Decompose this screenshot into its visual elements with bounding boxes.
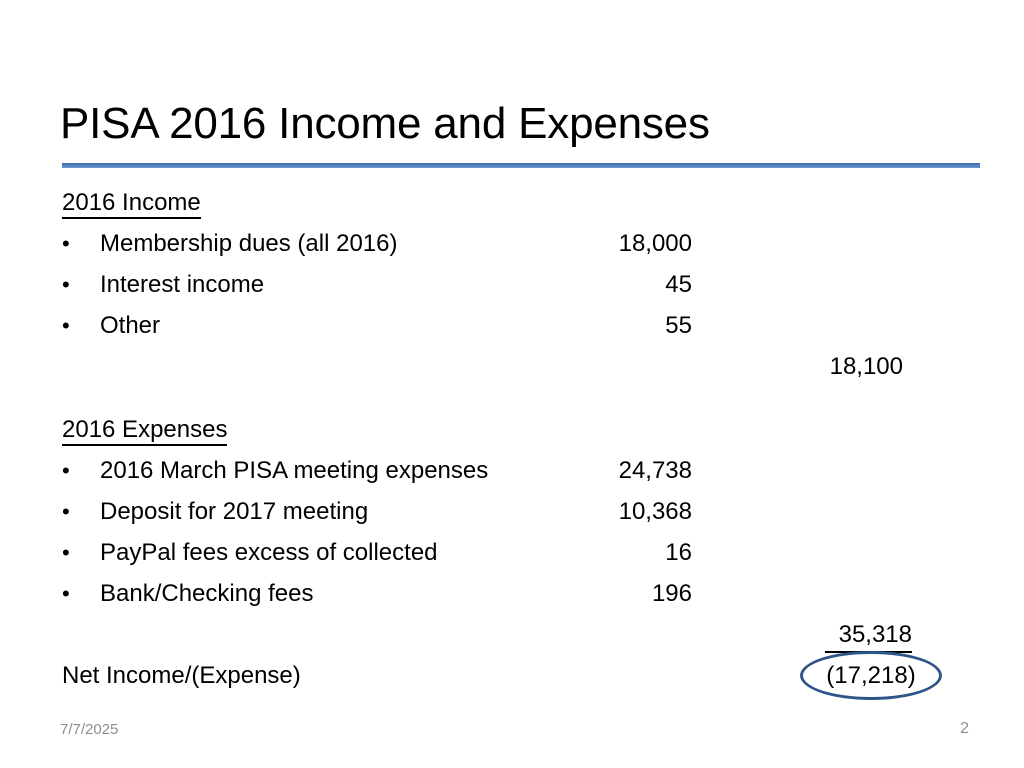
income-heading-label: 2016 Income (62, 189, 201, 219)
bullet-icon: • (62, 499, 70, 524)
line-item-label: Interest income (100, 271, 265, 298)
line-item-label: Membership dues (all 2016) (100, 230, 398, 257)
line-item-amount: 24,738 (618, 457, 692, 484)
footer-page-number: 2 (960, 720, 969, 737)
list-item (62, 497, 692, 527)
income-heading (62, 188, 201, 218)
bullet-icon: • (62, 458, 70, 483)
income-subtotal: 18,100 (829, 353, 903, 380)
line-item-amount: 45 (665, 271, 692, 298)
line-item-amount: 55 (665, 312, 692, 339)
bullet-icon: • (62, 313, 70, 338)
bullet-icon: • (62, 231, 70, 256)
line-item-amount: 10,368 (618, 498, 692, 525)
list-item (62, 270, 692, 300)
net-income-value: (17,218) (826, 662, 916, 689)
net-income-label: Net Income/(Expense) (62, 662, 301, 689)
bullet-icon: • (62, 581, 70, 606)
line-item-amount: 18,000 (618, 230, 692, 257)
bullet-icon: • (62, 540, 70, 565)
list-item (62, 538, 692, 568)
line-item-label: Bank/Checking fees (100, 580, 314, 607)
line-item-label: PayPal fees excess of collected (100, 539, 438, 566)
page-title: PISA 2016 Income and Expenses (60, 99, 710, 148)
footer-date: 7/7/2025 (60, 721, 119, 738)
line-item-label: 2016 March PISA meeting expenses (100, 457, 489, 484)
list-item (62, 579, 692, 609)
expenses-heading-label: 2016 Expenses (62, 416, 227, 446)
list-item (62, 229, 692, 259)
expenses-total: 35,318 (825, 620, 912, 653)
expenses-heading (62, 415, 227, 445)
list-item (62, 456, 692, 486)
line-item-amount: 16 (665, 539, 692, 566)
list-item (62, 311, 692, 341)
line-item-amount: 196 (651, 580, 692, 607)
line-item-label: Other (100, 312, 161, 339)
bullet-icon: • (62, 272, 70, 297)
line-item-label: Deposit for 2017 meeting (100, 498, 369, 525)
